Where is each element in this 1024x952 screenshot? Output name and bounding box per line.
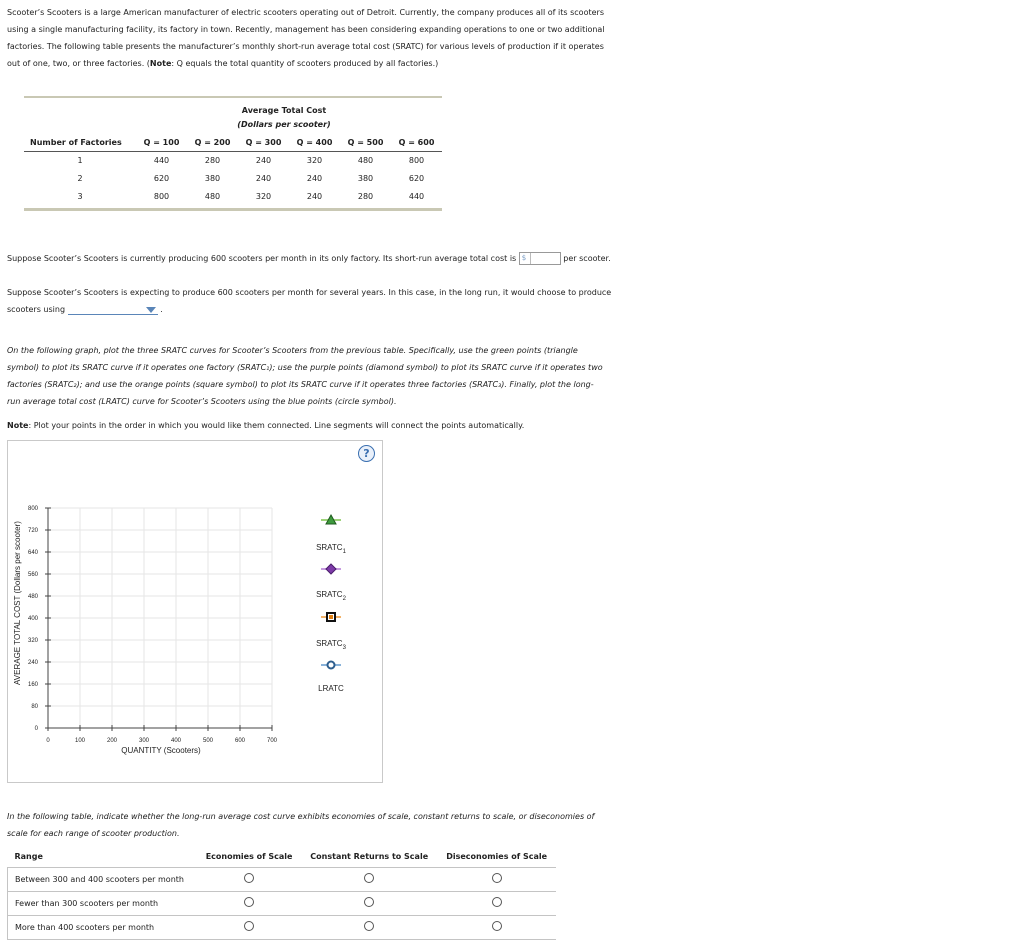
- intro-line-2: using a single manufacturing facility, its factory in town. Recently, management has been considering expanding operations to one or two additional: [7, 25, 605, 34]
- x-tick-label: 600: [234, 738, 246, 744]
- x-tick-label: 200: [106, 738, 118, 744]
- legend-circle-tool[interactable]: [318, 662, 344, 694]
- x-tick-label: 400: [170, 738, 182, 744]
- help-icon[interactable]: ?: [358, 445, 375, 462]
- question-1: Suppose Scooter’s Scooters is currently producing 600 scooters per month in its only factory. Its short-run average total cost is $ per scooter.: [7, 254, 611, 263]
- econ-header-constant: Constant Returns to Scale: [310, 851, 429, 861]
- square-icon-fill: [329, 615, 333, 619]
- diamond-icon: [326, 564, 336, 574]
- currency-symbol: $: [521, 254, 527, 262]
- x-tick-label: 100: [74, 738, 86, 744]
- econ-header-diseconomies: Diseconomies of Scale: [446, 851, 548, 861]
- intro-line-1: Scooter’s Scooters is a large American manufacturer of electric scooters operating out of Detroit. Currently, the company produces all of its scooters: [7, 8, 604, 17]
- graph-instructions: On the following graph, plot the three SRATC curves for Scooter’s Scooters from the previous table. Specifically, use the green points (triangle symbol) to plot its SRATC curve if it operates one factory (SRATC₁); use the purple points (diamond symbol) to plot its SRATC curve if it operates two factories (SRATC₂); and use the orange points (square symbol) to plot its SRATC curve if it operates three factories (SRATC₃). Finally, plot the long- run average total cost (LRATC) curve for Scooter’s Scooters using the blue points (circle symbol).: [7, 346, 603, 406]
- legend-label: $SRATC_1$: [316, 543, 346, 555]
- table-row: [8, 915, 557, 939]
- legend-subscript: 3: [342, 645, 346, 651]
- atc-col-header: Q = 600: [391, 135, 442, 151]
- diseconomies-radio[interactable]: [492, 897, 502, 907]
- y-tick-label: 400: [27, 616, 38, 622]
- y-tick-label: 160: [27, 682, 38, 688]
- table-row: [8, 867, 557, 891]
- atc-col-header: Q = 500: [340, 135, 391, 151]
- econ-header-economies: Economies of Scale: [205, 851, 293, 861]
- x-tick-label: 300: [138, 738, 150, 744]
- economies-table: [7, 846, 556, 940]
- y-tick-label: 480: [27, 594, 38, 600]
- legend-diamond-tool[interactable]: [316, 564, 347, 602]
- range-label: Between 300 and 400 scooters per month: [8, 867, 198, 891]
- question-2: Suppose Scooter’s Scooters is expecting to produce 600 scooters per month for several years. In this case, in the long run, it would choose to produce scooters using .: [7, 288, 612, 314]
- note-line: Note: Plot your points in the order in which you would like them connected. Line segments will connect the points automatically.: [7, 421, 525, 430]
- x-axis-label: QUANTITY (Scooters): [121, 746, 201, 755]
- table-row: 3 800 480 320 240 280 440: [77, 191, 425, 201]
- legend-subscript: 1: [342, 549, 346, 555]
- legend-label: $SRATC_3$: [316, 639, 346, 651]
- table-row: 2 620 380 240 240 380 620: [77, 173, 425, 183]
- x-tick-label: 700: [266, 738, 278, 744]
- y-axis-label: AVERAGE TOTAL COST (Dollars per scooter): [13, 521, 22, 685]
- atc-row-header: Number of Factories: [24, 135, 136, 151]
- grid: [48, 508, 272, 728]
- y-tick-label: 560: [27, 572, 38, 578]
- econ-intro: In the following table, indicate whether the long-run average cost curve exhibits economies of scale, constant returns to scale, or diseconomies of scale for each range of scooter production.: [7, 812, 595, 838]
- economies-radio[interactable]: [244, 897, 254, 907]
- economies-radio[interactable]: [244, 921, 254, 931]
- econ-header-range: Range: [14, 851, 43, 861]
- economies-radio[interactable]: [244, 873, 254, 883]
- table-row: 1 440 280 240 320 480 800: [77, 155, 425, 165]
- atc-caption: Average Total Cost: [241, 106, 327, 115]
- legend-label: LRATC: [318, 684, 344, 693]
- intro-note-label: Note: [149, 59, 172, 68]
- atc-col-header: Q = 400: [289, 135, 340, 151]
- atc-subcaption: (Dollars per scooter): [237, 120, 331, 129]
- range-label: Fewer than 300 scooters per month: [8, 891, 198, 915]
- constant-returns-radio[interactable]: [364, 873, 374, 883]
- intro-line-4: out of one, two, or three factories. (Note: Q equals the total quantity of scooters produced by all factories.): [7, 59, 439, 68]
- atc-col-header: Q = 100: [136, 135, 187, 151]
- range-label: More than 400 scooters per month: [8, 915, 198, 939]
- y-tick-label: 640: [27, 550, 38, 556]
- y-tick-label: 800: [27, 506, 38, 512]
- circle-icon: [328, 662, 335, 669]
- y-tick-label: 320: [27, 638, 38, 644]
- legend-square-tool[interactable]: [316, 613, 347, 651]
- atc-col-header: Q = 300: [238, 135, 289, 151]
- intro-line-3: factories. The following table presents the manufacturer’s monthly short-run average total cost (SRATC) for various levels of production if it operates: [7, 42, 604, 51]
- legend-triangle-tool[interactable]: [316, 515, 347, 555]
- note-label: Note: [7, 421, 29, 430]
- x-tick-label: 500: [202, 738, 214, 744]
- diseconomies-radio[interactable]: [492, 921, 502, 931]
- legend-label: $SRATC_2$: [316, 590, 346, 602]
- atc-col-header: Q = 200: [187, 135, 238, 151]
- legend-subscript: 2: [342, 596, 346, 602]
- y-tick-label: 80: [31, 704, 38, 710]
- constant-returns-radio[interactable]: [364, 921, 374, 931]
- x-tick-label: 0: [46, 738, 50, 744]
- constant-returns-radio[interactable]: [364, 897, 374, 907]
- table-row: [8, 891, 557, 915]
- diseconomies-radio[interactable]: [492, 873, 502, 883]
- y-tick-label: 720: [27, 528, 38, 534]
- y-tick-label: 240: [27, 660, 38, 666]
- y-tick-label: 0: [34, 726, 38, 732]
